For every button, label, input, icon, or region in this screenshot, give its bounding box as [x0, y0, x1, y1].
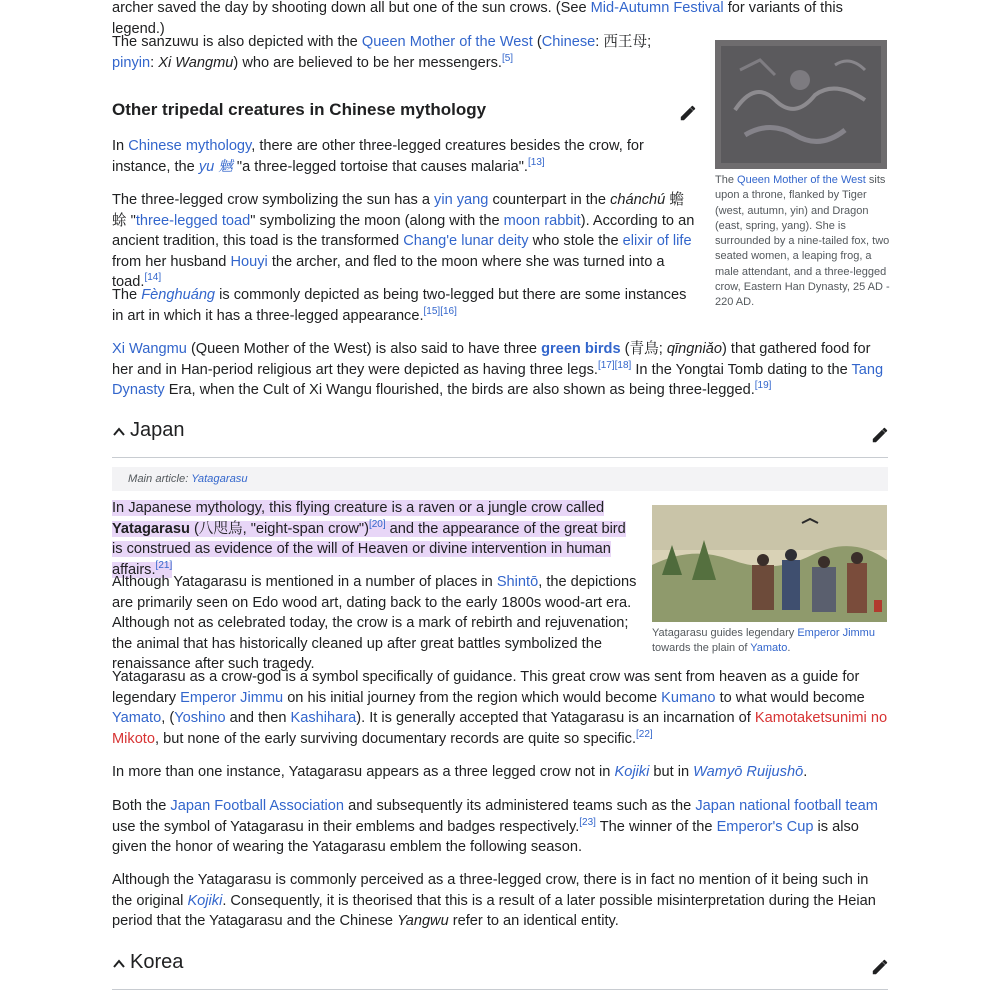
- link-yu[interactable]: yu 魊: [198, 158, 233, 175]
- section-header-korea[interactable]: [112, 945, 888, 990]
- chevron-up-icon[interactable]: [112, 957, 126, 974]
- paragraph-japan-guidance: Yatagarasu as a crow-god is a symbol specifically of guidance. This great crow was sent from heaven as a guide for legendary Emperor Jimmu on his initial journey from the region which would become Kumano to what would become Yamato, (Yoshino and then Kashihara). It is generally accepted that Yatagarasu is an incarnation of Kamotaketsunimi no Mikoto, but none of the early surviving documentary records are quite so specific.[22]: [112, 669, 888, 747]
- link-kojiki[interactable]: Kojiki: [614, 764, 650, 780]
- pencil-icon[interactable]: [871, 426, 891, 446]
- chevron-up-icon[interactable]: [112, 425, 126, 442]
- link-emperors-cup[interactable]: Emperor's Cup: [716, 818, 814, 835]
- paragraph-intro-end: archer saved the day by shooting down all but one of the sun crows. (See Mid-Autumn Festival for variants of this legend.): [112, 0, 843, 37]
- link-yin-yang[interactable]: yin yang: [434, 192, 489, 208]
- link-yatagarasu-main[interactable]: Yatagarasu: [191, 473, 248, 485]
- citation[interactable]: [16]: [440, 305, 457, 317]
- link-yoshino[interactable]: Yoshino: [174, 710, 226, 727]
- paragraph-japan-football: Both the Japan Football Association and subsequently its administered teams such as the Japan national football team use the symbol of Yatagarasu in their emblems and badges respectively.[23] The winner of the Emperor's Cup is also given the honor of wearing the Yatagarasu emblem the following season.: [112, 798, 878, 856]
- redlink-kamotaketsunimi[interactable]: Kamotaketsunimi no Mikoto: [112, 710, 888, 747]
- citation[interactable]: [21]: [155, 559, 173, 571]
- citation[interactable]: [20]: [368, 518, 386, 530]
- paragraph-three-legged-toad: The three-legged crow symbolizing the sun has a yin yang counterpart in the chánchú 蟾蜍 "three-legged toad" symbolizing the moon (along with the moon rabbit). According to an ancient tradition, this toad is the transformed Chang'e lunar deity who stole the elixir of life from her husband Houyi the archer, and fled to the moon where she was turned into a toad.[14]: [112, 192, 695, 291]
- citation[interactable]: [17]: [597, 359, 615, 371]
- link-chinese[interactable]: Chinese: [541, 34, 596, 50]
- section-header-japan[interactable]: [112, 413, 888, 458]
- link-kashihara[interactable]: Kashihara: [290, 710, 357, 727]
- paragraph-xi-wangmu: Xi Wangmu (Queen Mother of the West) is also said to have three green birds (青鳥; qīngniǎo) that gathered food for her and in Han-period religious art they were depicted as having three legs.[17][18] In the Yongtai Tomb dating to the Tang Dynasty Era, when the Cult of Xi Wangu flourished, the birds are also shown as being three-legged.[19]: [112, 341, 884, 399]
- pencil-icon[interactable]: [871, 958, 891, 978]
- paragraph-chinese-mythology: In Chinese mythology, there are other three-legged creatures besides the crow, for instance, the yu 魊 "a three-legged tortoise that causes malaria".[13]: [112, 138, 644, 175]
- link-emperor-jimmu-caption[interactable]: Emperor Jimmu: [797, 627, 875, 639]
- pencil-icon[interactable]: [679, 104, 699, 124]
- link-change-lunar-deity[interactable]: Chang'e lunar deity: [403, 233, 529, 250]
- paragraph-japan-kojiki: In more than one instance, Yatagarasu appears as a three legged crow not in Kojiki but in Wamyō Ruijushō.: [112, 764, 808, 780]
- citation[interactable]: [14]: [144, 272, 162, 284]
- link-yamato-caption[interactable]: Yamato: [750, 642, 788, 655]
- citation[interactable]: [23]: [579, 816, 596, 828]
- caption-queen-mother: The Queen Mother of the West sits upon a throne, flanked by Tiger (west, autumn, yin) and Dragon (east, spring, yang). She is surrounded by a nine-tailed fox, two seated women, a leaping frog, a male attendant, and a three-legged crow, Eastern Han Dynasty, 25 AD - 220 AD.: [715, 174, 890, 309]
- section-title-japan: Japan: [130, 419, 185, 441]
- link-wamyo-ruijusho[interactable]: Wamyō Ruijushō: [693, 764, 804, 780]
- link-elixir-of-life[interactable]: elixir of life: [622, 233, 692, 250]
- link-green-birds[interactable]: green birds: [541, 341, 621, 357]
- link-kojiki-original[interactable]: Kojiki: [187, 892, 223, 909]
- citation[interactable]: [15]: [423, 305, 441, 317]
- link-xi-wangmu[interactable]: Xi Wangmu: [112, 341, 187, 357]
- link-three-legged-toad[interactable]: three-legged toad: [135, 212, 251, 229]
- hatnote-main-article: Main article: Yatagarasu: [112, 467, 888, 491]
- emperor-jimmu-woodblock-image[interactable]: [652, 505, 887, 622]
- paragraph-fenghuang: The Fènghuáng is commonly depicted as being two-legged but there are some instances in art in which it has a three-legged appearance.[15][16]: [112, 287, 687, 324]
- link-chinese-mythology[interactable]: Chinese mythology: [128, 138, 252, 154]
- link-kumano[interactable]: Kumano: [661, 689, 716, 706]
- paragraph-sanzuwu: The sanzuwu is also depicted with the Queen Mother of the West (Chinese: 西王母; pinyin: Xi Wangmu) who are believed to be her messengers.[5]: [112, 34, 652, 71]
- citation[interactable]: [13]: [527, 156, 545, 168]
- link-tang-dynasty[interactable]: Tang Dynasty: [112, 361, 884, 399]
- link-queen-mother-caption[interactable]: Queen Mother of the West: [737, 174, 866, 186]
- link-houyi[interactable]: Houyi: [230, 253, 268, 270]
- link-queen-mother-west[interactable]: Queen Mother of the West: [361, 34, 533, 50]
- link-japan-national-football-team[interactable]: Japan national football team: [695, 798, 878, 814]
- link-emperor-jimmu[interactable]: Emperor Jimmu: [180, 689, 284, 706]
- section-title-korea: Korea: [130, 951, 184, 973]
- link-fenghuang[interactable]: Fènghuáng: [141, 287, 216, 303]
- link-japan-football-association[interactable]: Japan Football Association: [170, 798, 345, 814]
- caption-emperor-jimmu: Yatagarasu guides legendary Emperor Jimmu towards the plain of Yamato.: [652, 627, 875, 655]
- citation[interactable]: [18]: [614, 359, 632, 371]
- link-yamato[interactable]: Yamato: [112, 710, 162, 727]
- paragraph-japan-yatagarasu: In Japanese mythology, this flying creature is a raven or a jungle crow called Yatagarasu (八咫烏, "eight-span crow")[20] and the appearance of the great bird is construed as evidence of the will of Heaven or divine intervention in human affairs.[21]: [112, 500, 626, 578]
- citation[interactable]: [22]: [636, 728, 653, 740]
- heading-tripedal-creatures: Other tripedal creatures in Chinese mythology: [112, 100, 487, 119]
- link-shinto[interactable]: Shintō: [496, 574, 539, 590]
- link-pinyin[interactable]: pinyin: [112, 54, 151, 71]
- paragraph-japan-misinterpretation: Although the Yatagarasu is commonly perceived as a three-legged crow, there is in fact no mention of it being such in the original Kojiki. Consequently, it is theorised that this is a result of a later possible misinterpretation during the Heian period that the Yatagarasu and the Chinese Yangwu refer to an identical entity.: [112, 872, 876, 930]
- citation[interactable]: [5]: [501, 52, 514, 64]
- citation[interactable]: [19]: [754, 380, 772, 392]
- paragraph-japan-shinto: Although Yatagarasu is mentioned in a number of places in Shintō, the depictions are primarily seen on Edo wood art, dating back to the early 1800s wood-art era. Although not as celebrated today, the crow is a mark of rebirth and rejuvenation; the animal that has historically cleaned up after great battles symbolized the renaissance after such tragedy.: [112, 574, 637, 673]
- link-mid-autumn-festival[interactable]: Mid-Autumn Festival: [590, 0, 724, 16]
- queen-mother-relief-image[interactable]: [715, 40, 887, 169]
- link-moon-rabbit[interactable]: moon rabbit: [503, 212, 581, 229]
